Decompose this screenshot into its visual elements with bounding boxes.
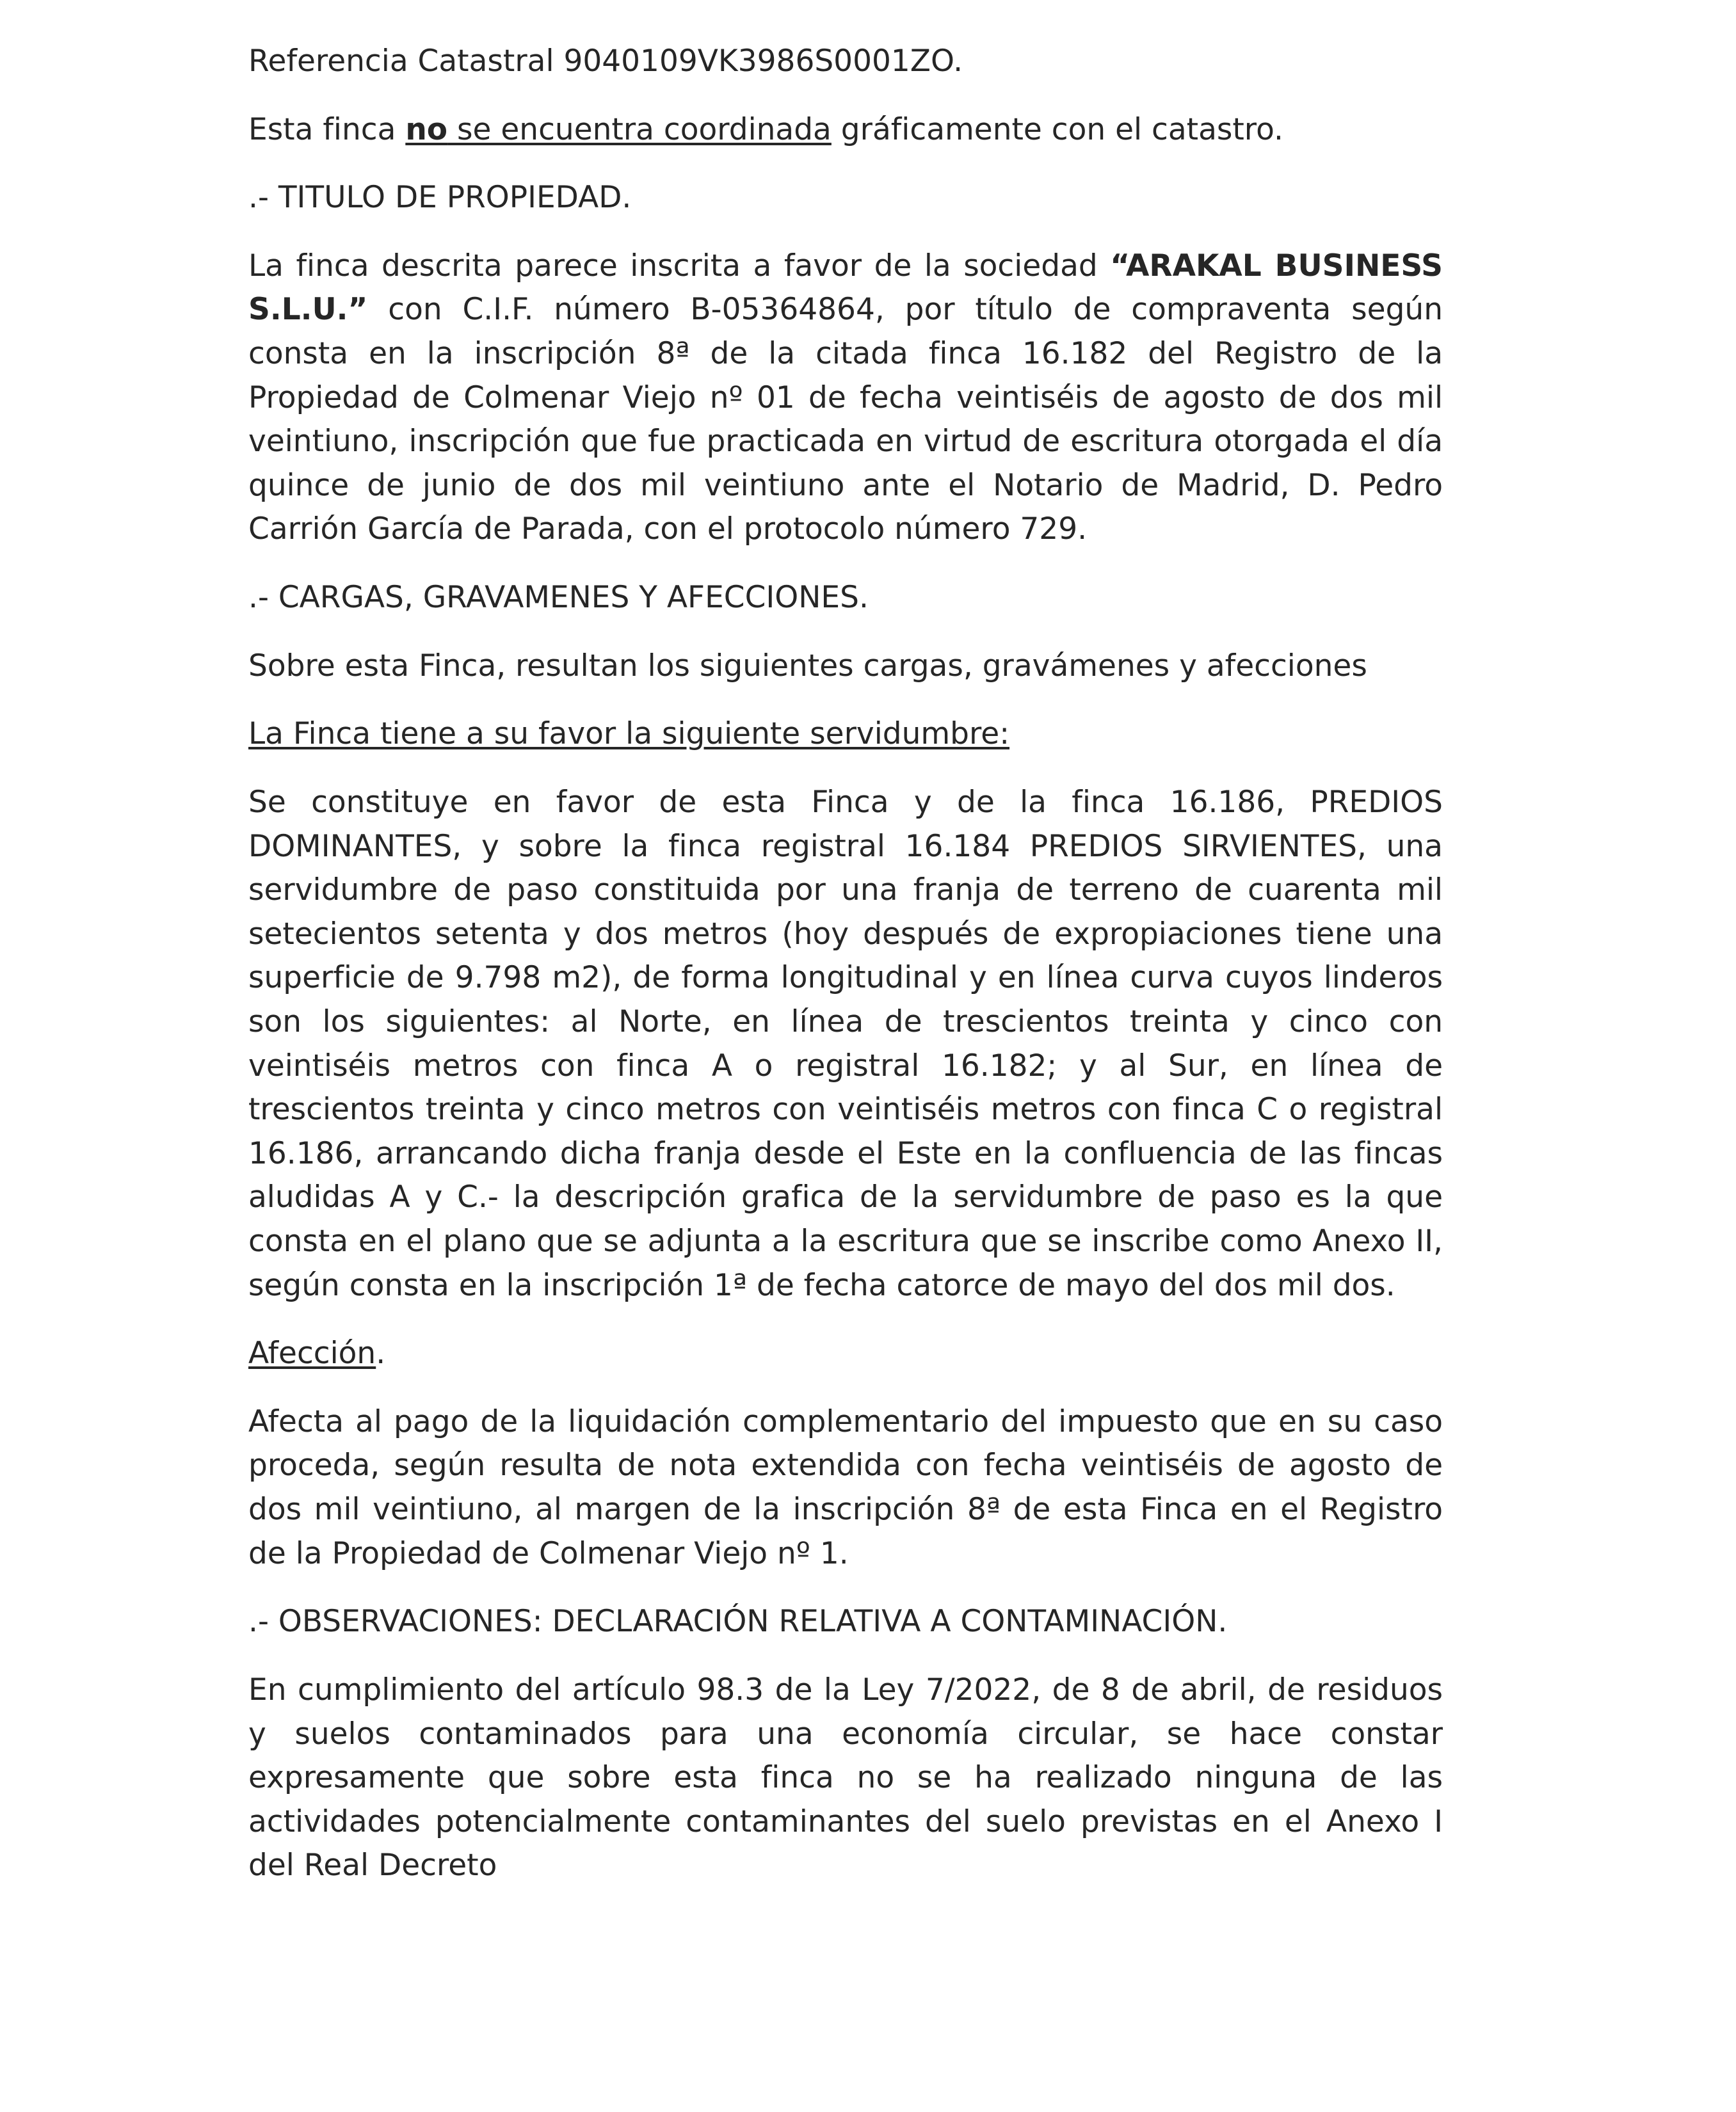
observaciones-paragraph — [248, 1668, 1443, 1888]
titulo-propiedad-post-text: con C.I.F. número B-05364864, por título de compraventa según consta en la inscripción 8ª de la citada finca 16.182 del Registro de la Propiedad de Colmenar Viejo nº 01 de fecha veintiséis de agosto de dos mil veintiuno, inscripción que fue practicada en virtud de escritura otorgada el día quince de junio de dos mil veintiuno ante el Notario de Madrid, D. Pedro Carrión García de Parada, con el protocolo número 729. — [248, 292, 1443, 547]
cargas-intro-line — [248, 644, 1443, 689]
coordination-pre-text: Esta finca — [248, 111, 406, 147]
afeccion-paragraph — [248, 1400, 1443, 1576]
servidumbre-heading-text: La Finca tiene a su favor la siguiente servidumbre: — [248, 716, 1010, 752]
observaciones-heading — [248, 1600, 1443, 1644]
observaciones-paragraph-text: En cumplimiento del artículo 98.3 de la Ley 7/2022, de 8 de abril, de residuos y suelos contaminados para una economía circular, se hace constar expresamente que sobre esta finca no se ha realizado ninguna de las actividades potencialmente contaminantes del suelo previstas en el Anexo I del Real Decreto — [248, 1672, 1443, 1884]
afeccion-paragraph-text: Afecta al pago de la liquidación complementario del impuesto que en su caso proceda, según resulta de nota extendida con fecha veintiséis de agosto de dos mil veintiuno, al margen de la inscripción 8ª de esta Finca en el Registro de la Propiedad de Colmenar Viejo nº 1. — [248, 1404, 1443, 1571]
observaciones-heading-text: .- OBSERVACIONES: DECLARACIÓN RELATIVA A CONTAMINACIÓN. — [248, 1604, 1228, 1640]
afeccion-heading-period: . — [376, 1336, 386, 1372]
servidumbre-paragraph-text: Se constituye en favor de esta Finca y de la finca 16.186, PREDIOS DOMINANTES, y sobre la finca registral 16.184 PREDIOS SIRVIENTES, una servidumbre de paso constituida por una franja de terreno de cuarenta mil setecientos setenta y dos metros (hoy después de expropiaciones tiene una superficie de 9.798 m2), de forma longitudinal y en línea curva cuyos linderos son los siguientes: al Norte, en línea de trescientos treinta y cinco con veintiséis metros con finca A o registral 16.182; y al Sur, en línea de trescientos treinta y cinco metros con veintiséis metros con finca C o registral 16.186, arrancando dicha franja desde el Este en la confluencia de las fincas aludidas A y C.- la descripción grafica de la servidumbre de paso es la que consta en el plano que se adjunta a la escritura que se inscribe como Anexo II, según consta en la inscripción 1ª de fecha catorce de mayo del dos mil dos. — [248, 784, 1443, 1303]
cargas-intro-text: Sobre esta Finca, resultan los siguientes cargas, gravámenes y afecciones — [248, 648, 1367, 684]
company-name-bold: “ARAKAL BUSINESS S.L.U.” — [248, 248, 1443, 328]
titulo-propiedad-paragraph — [248, 244, 1443, 552]
afeccion-heading-underlined-text: Afección — [248, 1336, 376, 1372]
titulo-propiedad-heading — [248, 176, 1443, 220]
titulo-propiedad-pre-text: La finca descrita parece inscrita a favor de la sociedad — [248, 248, 1111, 284]
afeccion-heading — [248, 1332, 1443, 1376]
cargas-heading-text: .- CARGAS, GRAVAMENES Y AFECCIONES. — [248, 580, 869, 616]
coordination-post-text: gráficamente con el catastro. — [831, 111, 1283, 147]
coordination-no-emphasis: no — [405, 111, 448, 147]
cargas-heading — [248, 576, 1443, 620]
servidumbre-heading — [248, 712, 1443, 756]
coordination-statement-line — [248, 108, 1443, 152]
coordination-underlined-text: se encuentra coordinada — [447, 111, 832, 147]
catastral-reference-text: Referencia Catastral 9040109VK3986S0001ZO. — [248, 44, 963, 79]
servidumbre-paragraph — [248, 781, 1443, 1308]
titulo-propiedad-heading-text: .- TITULO DE PROPIEDAD. — [248, 180, 632, 216]
catastral-reference-line — [248, 40, 1443, 84]
